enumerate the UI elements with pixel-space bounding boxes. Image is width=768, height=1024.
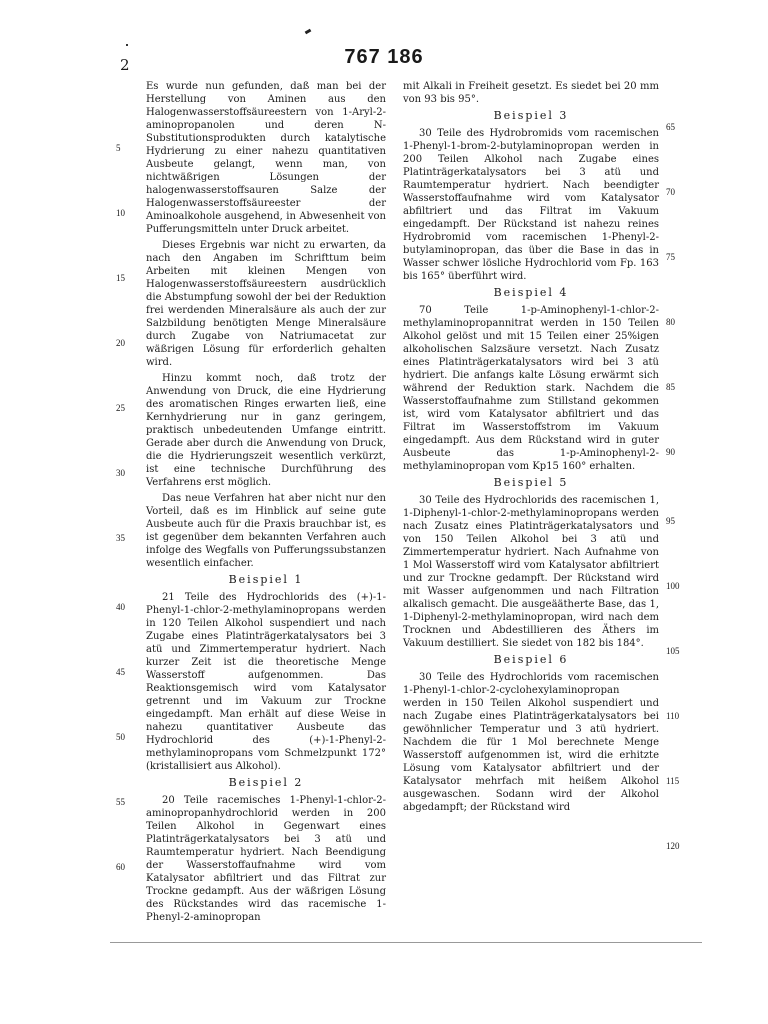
line-number: 65 bbox=[666, 122, 675, 132]
bottom-rule bbox=[110, 942, 702, 943]
line-number: 25 bbox=[116, 403, 125, 413]
page-number: 2 bbox=[120, 56, 130, 74]
paragraph: Dieses Ergebnis war nicht zu erwarten, da nach den Angaben im Schrifttum beim Arbeiten mit kleinen Mengen von Halogenwasserstoffsäureestern ausdrücklich die Abstumpfung sowohl der bei der Reduktion frei werdenden Mineralsäure als auch der zur Salzbildung benötigten Menge Mineralsäure durch Zugabe von Natriumacetat zur wäßrigen Lösung für erforderlich gehalten wird. bbox=[146, 240, 386, 368]
right-column bbox=[403, 80, 659, 817]
line-number: 110 bbox=[666, 711, 680, 721]
line-number: 15 bbox=[116, 273, 125, 283]
left-column bbox=[146, 80, 386, 927]
paragraph: Hinzu kommt noch, daß trotz der Anwendung von Druck, die eine Hydrierung des aromatischen Ringes erwarten ließ, eine Kernhydrierung nur in ganz geringem, praktisch unbedeutenden Umfange eintritt. Gerade aber durch die Anwendung von Druck, die die Hydrierungszeit wesentlich verkürzt, ist eine technische Durchführung des Verfahrens erst möglich. bbox=[146, 373, 386, 488]
example-heading: Beispiel 4 bbox=[493, 286, 569, 299]
line-number: 55 bbox=[116, 797, 125, 807]
line-number: 10 bbox=[116, 208, 125, 218]
example-text: 21 Teile des Hydrochlorids des (+)-1-Phenyl-1-chlor-2-methylaminopropans werden in 120 Teilen Alkohol suspendiert und nach Zugabe eines Platinträgerkatalysators bei 3 atü und Zimmertemperatur hydriert. Nach kurzer Zeit ist die theoretische Menge Wasserstoff aufgenommen. Das Reaktionsgemisch wird vom Katalysator getrennt und im Vakuum zur Trockne eingedampft. Man erhält auf diese Weise in nahezu quantitativer Ausbeute das Hydrochlorid des (+)-1-Phenyl-2-methylaminopropans vom Schmelzpunkt 172° (kristallisiert aus Alkohol). bbox=[146, 592, 386, 772]
example-heading: Beispiel 5 bbox=[493, 476, 569, 489]
line-number: 75 bbox=[666, 252, 675, 262]
line-number: 45 bbox=[116, 667, 125, 677]
line-number: 115 bbox=[666, 776, 680, 786]
example-heading: Beispiel 3 bbox=[493, 109, 569, 122]
document-number: 767 186 bbox=[344, 46, 424, 68]
paragraph: Es wurde nun gefunden, daß man bei der Herstellung von Aminen aus den Halogenwasserstoffsäureestern von 1-Aryl-2-aminopropanolen und deren N-Substitutionsprodukten durch katalytische Hydrierung zu einer nahezu quantitativen Ausbeute gelangt, wenn man, von nichtwäßrigen Lösungen der halogenwasserstoffsauren Salze der Halogenwasserstoffsäureester der Aminoalkohole ausgehend, in Abwesenheit von Pufferungsmitteln unter Druck arbeitet. bbox=[146, 81, 386, 235]
line-number: 70 bbox=[666, 187, 675, 197]
paragraph: mit Alkali in Freiheit gesetzt. Es siedet bei 20 mm von 93 bis 95°. bbox=[403, 81, 659, 105]
line-number: 20 bbox=[116, 338, 125, 348]
line-number: 90 bbox=[666, 447, 675, 457]
paragraph: Das neue Verfahren hat aber nicht nur den Vorteil, daß es im Hinblick auf seine gute Ausbeute auch für die Praxis brauchbar ist, es ist gegenüber dem bekannten Verfahren auch infolge des Wegfalls von Pufferungssubstanzen wesentlich einfacher. bbox=[146, 493, 386, 569]
line-number: 35 bbox=[116, 533, 125, 543]
example-text: 20 Teile racemisches 1-Phenyl-1-chlor-2-aminopropanhydrochlorid werden in 200 Teilen Alkohol in Gegenwart eines Platinträgerkatalysators bei 3 atü und Raumtemperatur hydriert. Nach Beendigung der Wasserstoffaufnahme wird vom Katalysator abfiltriert und das Filtrat zur Trockne gedampft. Aus der wäßrigen Lösung des Rückstandes wird das racemische 1-Phenyl-2-aminopropan bbox=[146, 795, 386, 923]
line-number: 40 bbox=[116, 602, 125, 612]
line-number: 30 bbox=[116, 468, 125, 478]
line-number: 80 bbox=[666, 317, 675, 327]
example-text: 30 Teile des Hydrochlorids des racemischen 1, 1-Diphenyl-1-chlor-2-methylaminopropans werden nach Zusatz eines Platinträgerkatalysators und von 150 Teilen Alkohol bei 3 atü und Zimmertemperatur hydriert. Nach Aufnahme von 1 Mol Wasserstoff wird vom Katalysator abfiltriert und zur Trockne gedampft. Der Rückstand wird mit Wasser aufgenommen und nach Filtration alkalisch gemacht. Die ausgeäätherte Base, das 1, 1-Diphenyl-2-methylaminopropan, wird nach dem Trocknen und Abdestillieren des Äthers im Vakuum destilliert. Sie siedet von 182 bis 184°. bbox=[403, 495, 659, 649]
example-text: 30 Teile des Hydrobromids vom racemischen 1-Phenyl-1-brom-2-butylaminopropan werden in 200 Teilen Alkohol nach Zugabe eines Platinträgerkatalysators bei 3 atü und Raumtemperatur hydriert. Nach beendigter Wasserstoffaufnahme wird vom Katalysator abfiltriert und das Filtrat im Vakuum eingedampft. Der Rückstand ist nahezu reines Hydrobromid vom racemischen 1-Phenyl-2-butylaminopropan, das über die Base in das in Wasser schwer lösliche Hydrochlorid vom Fp. 163 bis 165° überführt wird. bbox=[403, 128, 659, 282]
line-number: 50 bbox=[116, 732, 125, 742]
example-heading: Beispiel 6 bbox=[493, 653, 569, 666]
example-text: 70 Teile 1-p-Aminophenyl-1-chlor-2-methylaminopropannitrat werden in 150 Teilen Alkohol gelöst und mit 15 Teilen einer 25%igen alkoholischen Salzsäure versetzt. Nach Zusatz eines Platinträgerkatalysators wird bei 3 atü hydriert. Die anfangs kalte Lösung erwärmt sich während der Reduktion stark. Nachdem die Wasserstoffaufnahme zum Stillstand gekommen ist, wird vom Katalysator abfiltriert und das Filtrat im Wasserstoffstrom im Vakuum eingedampft. Aus dem Rückstand wird in guter Ausbeute das 1-p-Aminophenyl-2-methylaminopropan vom Kp15 160° erhalten. bbox=[403, 305, 659, 472]
line-number: 5 bbox=[116, 143, 121, 153]
line-number: 100 bbox=[666, 581, 680, 591]
line-number: 105 bbox=[666, 646, 680, 656]
example-heading: Beispiel 2 bbox=[228, 776, 304, 789]
line-number: 95 bbox=[666, 516, 675, 526]
line-number: 85 bbox=[666, 382, 675, 392]
example-text: 30 Teile des Hydrochlorids vom racemischen 1-Phenyl-1-chlor-2-cyclohexylaminopropan werden in 150 Teilen Alkohol suspendiert und nach Zugabe eines Platinträgerkatalysators bei gewöhnlicher Temperatur und 3 atü hydriert. Nachdem die für 1 Mol berechnete Menge Wasserstoff aufgenommen ist, wird die erhitzte Lösung vom Katalysator abfiltriert und der Katalysator mehrfach mit heißem Alkohol ausgewaschen. Sodann wird der Alkohol abgedampft; der Rückstand wird bbox=[403, 672, 659, 813]
ink-mark bbox=[305, 29, 312, 35]
line-number: 120 bbox=[666, 841, 680, 851]
line-number: 60 bbox=[116, 862, 125, 872]
example-heading: Beispiel 1 bbox=[228, 573, 304, 586]
